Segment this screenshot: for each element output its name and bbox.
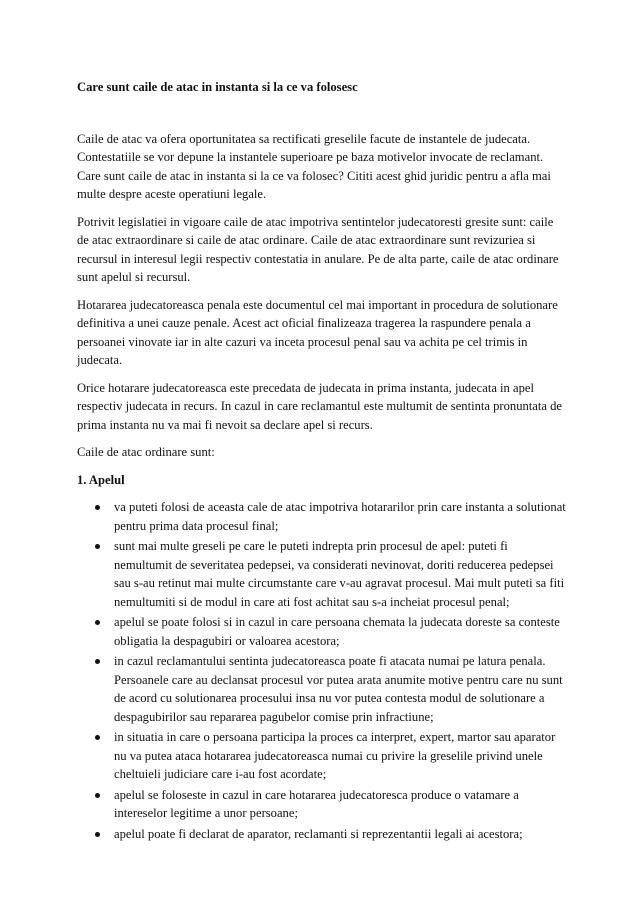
list-item-text: apelul poate fi declarat de aparator, reclamanti si reprezentantii legali ai acestora; (114, 826, 523, 841)
paragraph-ordinary-remedies: Caile de atac ordinare sunt: (77, 445, 215, 459)
document-title: Care sunt caile de atac in instanta si la ce va folosesc (77, 80, 358, 94)
bullet-icon (95, 832, 100, 837)
list-item-text: in cazul reclamantului sentinta judecatoreasca poate fi atacata numai pe latura penala. Persoanele care au declansat procesul vor putea arata anumite motive pentru care nu sunt de acord cu solutionarea procesului insa nu vor putea contesta modul de solutionare a despagubirilor sau repararea pagubelor comise prin infractiune; (114, 654, 563, 724)
list-item-text: in situatia in care o persoana participa la proces ca interpret, expert, martor sau aparator nu va putea ataca hotararea judecatoreasca numai cu privire la greselile privind unele cheltuieli judiciare care i-au fost acordate; (114, 730, 556, 781)
paragraph-legislation: Potrivit legislatiei in vigoare caile de atac impotriva sentintelor judecatoresti gresite sunt: caile de atac extraordinare si caile de atac ordinare. Caile de atac extraordinare sunt revizuriea si recursul in interesul legii respectiv contestatia in anulare. Pe de alta parte, caile de atac ordinare sunt apelul si recursul. (77, 214, 559, 284)
list-item (114, 537, 567, 611)
paragraph-intro: Caile de atac va ofera oportunitatea sa rectificati greselile facute de instantele de judecata. Contestatiile se vor depune la instantele superioare pe baza motivelor invocate de reclamant. Care sunt caile de atac in instanta si la ce va folosec? Cititi acest ghid juridic pentru a afla mai multe despre aceste operatiuni legale. (77, 131, 551, 201)
list-item-text: sunt mai multe greseli pe care le puteti indrepta prin procesul de apel: puteti fi nemultumit de severitatea pedepsei, va considerati nevinovat, doriti reducerea pedepsei sau s-au retinut mai multe circumstante care v-au agravat procesul. Mai mult puteti sa fiti nemultumiti si de modul in care ati fost achitat sau s-a incheiat procesul penal; (114, 539, 565, 609)
bullet-icon (95, 659, 100, 664)
bullet-icon (95, 793, 100, 798)
section-heading-apel: 1. Apelul (77, 472, 125, 487)
list-item-text: apelul se poate folosi si in cazul in care persoana chemata la judecata doreste sa conteste obligatia la despagubiri or valoarea acestora; (114, 615, 560, 648)
list-item (114, 498, 567, 535)
bullet-icon (95, 735, 100, 740)
document-page (77, 78, 567, 845)
bullet-icon (95, 544, 100, 549)
bullet-icon (95, 505, 100, 510)
paragraph-judgment-stages: Orice hotarare judecatoreasca este precedata de judecata in prima instanta, judecata in apel respectiv judecata in recurs. In cazul in care reclamantul este multumit de sentinta pronuntata de prima instanta nu va mai fi nevoit sa declare apel si recurs. (77, 380, 563, 432)
list-item (114, 652, 567, 726)
bullet-list (77, 498, 567, 843)
list-item (114, 825, 567, 844)
list-item (114, 728, 567, 784)
list-item (114, 786, 567, 823)
bullet-icon (95, 620, 100, 625)
list-item-text: va puteti folosi de aceasta cale de atac impotriva hotararilor prin care instanta a solutionat pentru prima data procesul final; (114, 500, 566, 533)
paragraph-penal-decision: Hotararea judecatoreasca penala este documentul cel mai important in procedura de solutionare definitiva a unei cauze penale. Acest act oficial finalizeaza tragerea la raspundere penala a persoanei vinovate iar in alte cazuri va inceta procesul penal sau va achita pe cel trimis in judecata. (77, 297, 558, 367)
list-item (114, 613, 567, 650)
list-item-text: apelul se foloseste in cazul in care hotararea judecatorescа produce o vatamare a intereselor legitime a unor persoane; (114, 787, 519, 820)
